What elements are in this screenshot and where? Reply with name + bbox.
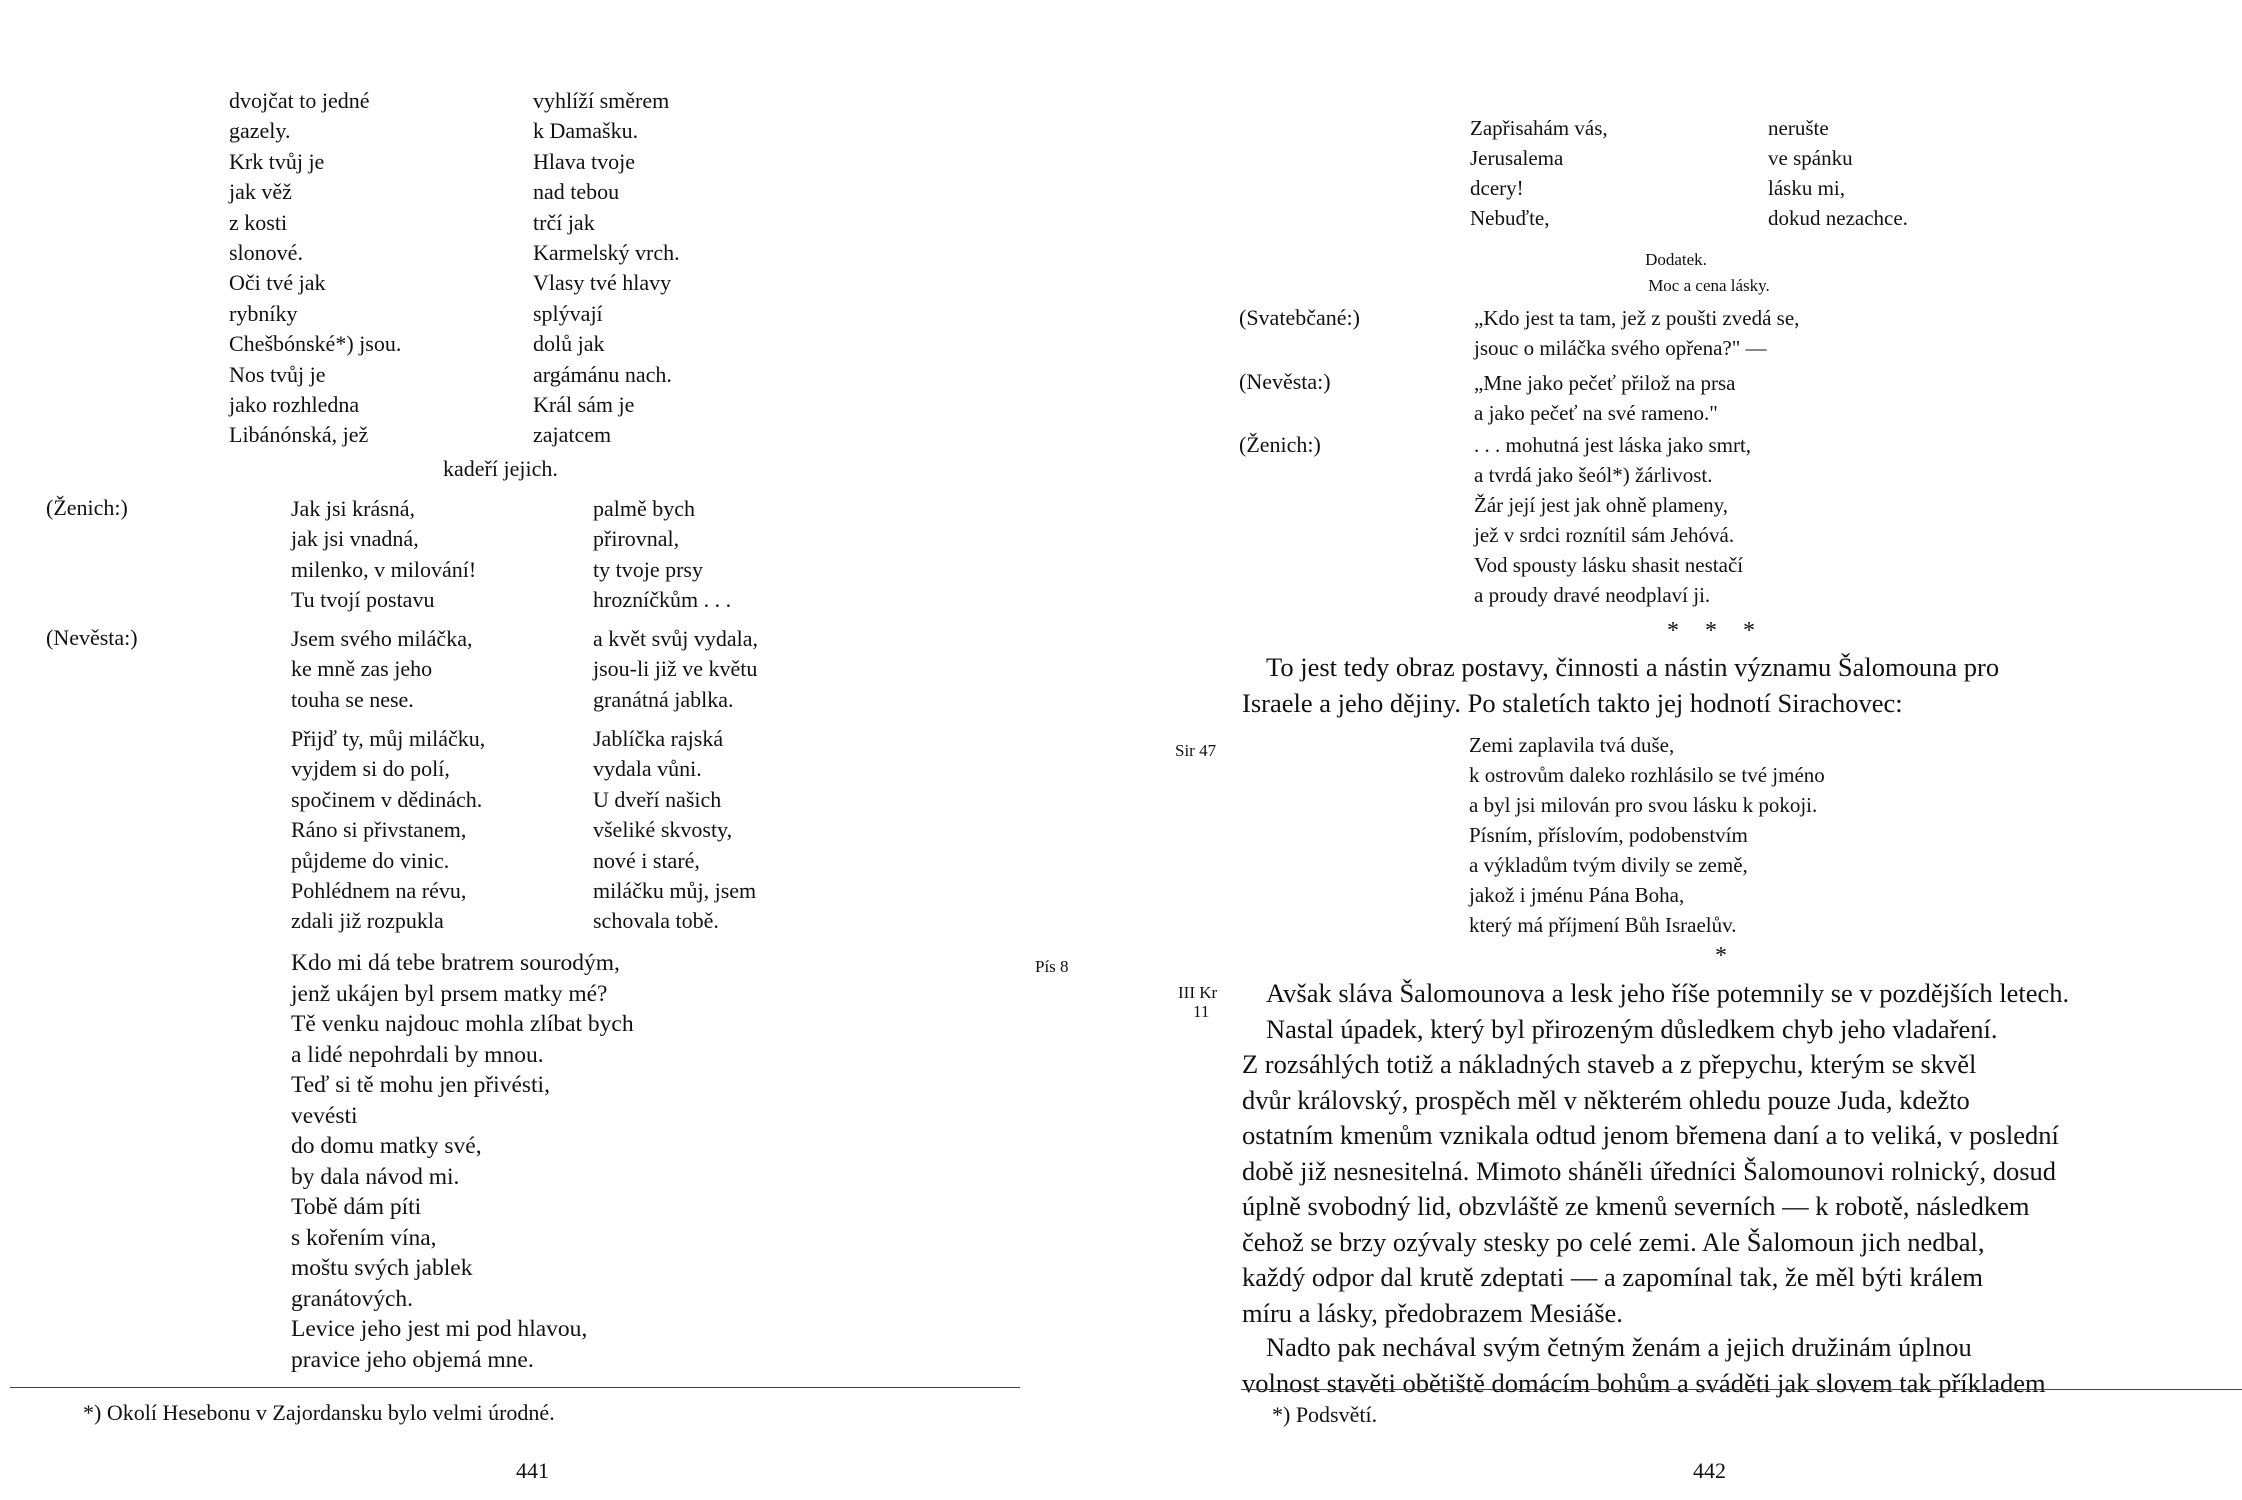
text-line: jenž ukájen byl prsem matky mé?: [291, 980, 608, 1007]
text-line: dolů jak: [533, 331, 605, 357]
text-line: z kosti: [229, 209, 288, 235]
text-line: jsou-li již ve květu: [593, 656, 758, 682]
verse-nevesta: [1474, 368, 1735, 428]
text-line: jsouc o miláčka svého opřena?" —: [1474, 336, 1767, 360]
text-line: nové i staré,: [593, 847, 700, 873]
text-line: Pohlédnem na révu,: [291, 878, 467, 904]
text-line: volnost stavěti obětiště domácím bohům a sváděti jak slovem tak příkladem: [1242, 1367, 2046, 1398]
paragraph: [1242, 650, 2242, 721]
text-line: dvůr královský, prospěch měl v některém ohledu pouze Juda, kdežto: [1242, 1084, 1970, 1115]
text-line: Písním, příslovím, podobenstvím: [1469, 823, 1748, 847]
right-page: [1121, 0, 2242, 1500]
text-line: Jablíčka rajská: [593, 726, 724, 751]
text-line: ostatním kmenům vznikala odtud jenom břemena daní a to veliká, v poslední: [1242, 1120, 2059, 1150]
text-line: Krk tvůj je: [229, 148, 325, 174]
text-line: Hlava tvoje: [533, 148, 636, 174]
text-line: schovala tobě.: [593, 908, 719, 934]
verse-nevesta-column-1: [291, 724, 485, 937]
verse-top-column-2: [1768, 113, 1908, 233]
verse-svatebcane: [1474, 303, 1799, 363]
text-line: a květ svůj vydala,: [593, 626, 758, 651]
text-line: Žár její jest jak ohně plameny,: [1474, 493, 1729, 517]
text-line: moštu svých jablek: [291, 1255, 473, 1281]
verse-top-column-1: [1470, 113, 1608, 233]
verse-zenich-column-2: [593, 494, 731, 616]
text-line: Karmelský vrch.: [533, 240, 680, 266]
page-number: 441: [516, 1458, 549, 1483]
text-line: vyjdem si do polí,: [291, 756, 450, 782]
text-line: a výkladům tvým divily se země,: [1469, 853, 1748, 877]
text-line: do domu matky své,: [291, 1133, 482, 1159]
verse-zenich-column-1: [291, 494, 476, 616]
section-star: *: [1715, 943, 1737, 969]
text-line: Jsem svého miláčka,: [291, 626, 473, 651]
text-line: Přijď ty, můj miláčku,: [291, 726, 486, 751]
verse-nevesta-column-1: [291, 624, 472, 715]
page-number: 442: [1693, 1458, 1726, 1483]
text-line: Kdo mi dá tebe bratrem sourodým,: [291, 950, 620, 976]
text-line: Chešbónské*) jsou.: [229, 331, 402, 357]
verse-nevesta-column-2: [593, 624, 758, 715]
text-line: jakož i jménu Pána Boha,: [1469, 883, 1685, 907]
speaker-label-nevesta: (Nevěsta:): [1239, 369, 1331, 394]
speaker-label-zenich: (Ženich:): [46, 495, 128, 520]
text-line: Zemi zaplavila tvá duše,: [1469, 733, 1675, 757]
text-line: rybníky: [229, 300, 298, 326]
text-line: každý odpor dal krutě zdeptati — a zapomínal tak, že měl býti králem: [1242, 1262, 1983, 1292]
text-line: Jak jsi krásná,: [291, 496, 416, 521]
footnote: *) Podsvětí.: [1272, 1402, 1378, 1427]
section-stars: * * *: [1667, 618, 1765, 644]
text-line: nad tebou: [533, 179, 620, 205]
text-line: by dala návod mi.: [291, 1163, 460, 1190]
margin-reference: 11: [1193, 1002, 1210, 1021]
text-line: argámánu nach.: [533, 361, 672, 387]
text-line: Teď si tě mohu jen přivésti,: [291, 1072, 550, 1098]
verse-line: kadeří jejich.: [443, 456, 558, 481]
margin-reference: Pís 8: [1035, 957, 1069, 976]
text-line: To jest tedy obraz postavy, činnosti a nástin významu Šalomouna pro: [1266, 652, 2000, 682]
text-line: Král sám je: [533, 392, 635, 418]
text-line: který má příjmení Bůh Israelův.: [1469, 913, 1737, 937]
footnote: *) Okolí Hesebonu v Zajordansku bylo velmi úrodné.: [83, 1400, 555, 1425]
footnote-divider: [10, 1387, 1020, 1388]
text-line: Libánónská, jež: [229, 422, 369, 448]
text-line: jak věž: [229, 179, 292, 205]
text-line: Zapřisahám vás,: [1470, 116, 1608, 140]
sirach-quote: [1469, 730, 1825, 940]
text-line: Nadto pak nechával svým četným ženám a jejich družinám úplnou: [1266, 1332, 1972, 1362]
verse-top-column-1: [229, 86, 401, 451]
text-line: pravice jeho objemá mne.: [291, 1346, 534, 1373]
text-line: jež v srdci roznítil sám Jehóvá.: [1474, 523, 1735, 547]
text-line: Nos tvůj je: [229, 361, 326, 387]
section-heading: Dodatek.: [1645, 250, 1707, 269]
text-line: vevésti: [291, 1102, 358, 1129]
paragraph: [1242, 976, 2242, 1331]
text-line: čehož se brzy ozývaly stesky po celé zemi. Ale Šalomoun jich nedbal,: [1242, 1226, 1985, 1257]
text-line: palmě bych: [593, 496, 696, 521]
text-line: ke mně zas jeho: [291, 656, 433, 682]
text-line: dcery!: [1470, 176, 1524, 200]
text-line: nerušte: [1768, 116, 1829, 140]
text-line: půjdeme do vinic.: [291, 847, 450, 873]
text-line: dokud nezachce.: [1768, 206, 1908, 230]
text-line: hrozníčkům . . .: [593, 587, 732, 613]
text-line: době již nesnesitelná. Mimoto sháněli úředníci Šalomounovi rolnický, dosud: [1242, 1155, 2057, 1186]
text-line: dvojčat to jedné: [229, 88, 370, 113]
text-line: Vlasy tvé hlavy: [533, 270, 672, 296]
text-line: ve spánku: [1768, 146, 1853, 170]
speaker-label-svatebcane: (Svatebčané:): [1239, 305, 1360, 330]
paragraph: [1242, 1330, 2242, 1401]
text-line: Tobě dám píti: [291, 1194, 422, 1220]
verse-top-column-2: [533, 86, 680, 451]
text-line: vyhlíží směrem: [533, 88, 670, 113]
margin-reference: Sir 47: [1175, 741, 1217, 760]
text-line: jako rozhledna: [229, 392, 360, 418]
text-line: a proudy dravé neodplaví ji.: [1474, 583, 1711, 607]
margin-reference: III Kr: [1178, 983, 1218, 1002]
text-line: Vod spousty lásku shasit nestačí: [1474, 553, 1744, 577]
text-line: úplně svobodný lid, obzvláště ze kmenů severních — k robotě, následkem: [1242, 1191, 2030, 1221]
text-line: přirovnal,: [593, 526, 680, 552]
text-line: s kořením vína,: [291, 1224, 437, 1251]
text-line: k Damašku.: [533, 118, 639, 144]
text-line: zdali již rozpukla: [291, 908, 444, 934]
text-line: lásku mi,: [1768, 176, 1845, 200]
text-line: U dveří našich: [593, 786, 722, 812]
text-line: Z rozsáhlých totiž a nákladných staveb a z přepychu, kterým se skvěl: [1242, 1049, 1977, 1079]
text-line: milenko, v milování!: [291, 556, 477, 582]
text-line: míru a lásky, předobrazem Mesiáše.: [1242, 1297, 1623, 1328]
text-line: . . . mohutná jest láska jako smrt,: [1474, 433, 1752, 457]
section-subheading: Moc a cena lásky.: [1648, 276, 1770, 295]
text-line: gazely.: [229, 118, 291, 144]
speaker-label-nevesta: (Nevěsta:): [46, 625, 138, 650]
text-line: ty tvoje prsy: [593, 556, 703, 582]
speaker-label-zenich: (Ženich:): [1239, 432, 1321, 457]
text-line: a lidé nepohrdali by mnou.: [291, 1041, 544, 1068]
text-line: Tu tvojí postavu: [291, 587, 435, 613]
text-line: granátná jablka.: [593, 686, 734, 712]
text-line: spočinem v dědinách.: [291, 786, 483, 812]
text-line: trčí jak: [533, 209, 595, 235]
text-line: Jerusalema: [1470, 146, 1564, 170]
verse-nevesta-column-2: [593, 724, 756, 937]
text-line: Nastal úpadek, který byl přirozeným důsledkem chyb jeho vladaření.: [1266, 1013, 1998, 1044]
text-line: „Mne jako pečeť přilož na prsa: [1474, 371, 1736, 395]
text-line: slonové.: [229, 240, 303, 266]
text-line: Ráno si přivstanem,: [291, 817, 467, 843]
text-line: „Kdo jest ta tam, jež z poušti zvedá se,: [1474, 306, 1800, 330]
text-line: Avšak sláva Šalomounova a lesk jeho říše potemnily se v pozdějších letech.: [1266, 978, 2070, 1008]
text-line: touha se nese.: [291, 686, 414, 712]
text-line: Oči tvé jak: [229, 270, 326, 296]
text-line: Nebuďte,: [1470, 206, 1550, 230]
verse-nevesta-stanza: [291, 948, 634, 1375]
text-line: jak jsi vnadná,: [291, 526, 419, 552]
verse-zenich: [1474, 430, 1751, 610]
text-line: Levice jeho jest mi pod hlavou,: [291, 1316, 588, 1342]
text-line: Tě venku najdouc mohla zlíbat bych: [291, 1011, 634, 1037]
text-line: všeliké skvosty,: [593, 817, 733, 843]
text-line: k ostrovům daleko rozhlásilo se tvé jméno: [1469, 763, 1825, 787]
footnote-divider: [1241, 1389, 2242, 1390]
text-line: granátových.: [291, 1285, 414, 1312]
text-line: a jako pečeť na své rameno.": [1474, 401, 1718, 425]
text-line: vydala vůni.: [593, 756, 702, 782]
text-line: zajatcem: [533, 422, 612, 448]
text-line: miláčku můj, jsem: [593, 878, 757, 904]
text-line: a tvrdá jako šeól*) žárlivost.: [1474, 463, 1713, 487]
text-line: a byl jsi milován pro svou lásku k pokoji.: [1469, 793, 1818, 817]
text-line: Israele a jeho dějiny. Po staletích takto jej hodnotí Sirachovec:: [1242, 687, 1903, 718]
text-line: splývají: [533, 300, 603, 326]
